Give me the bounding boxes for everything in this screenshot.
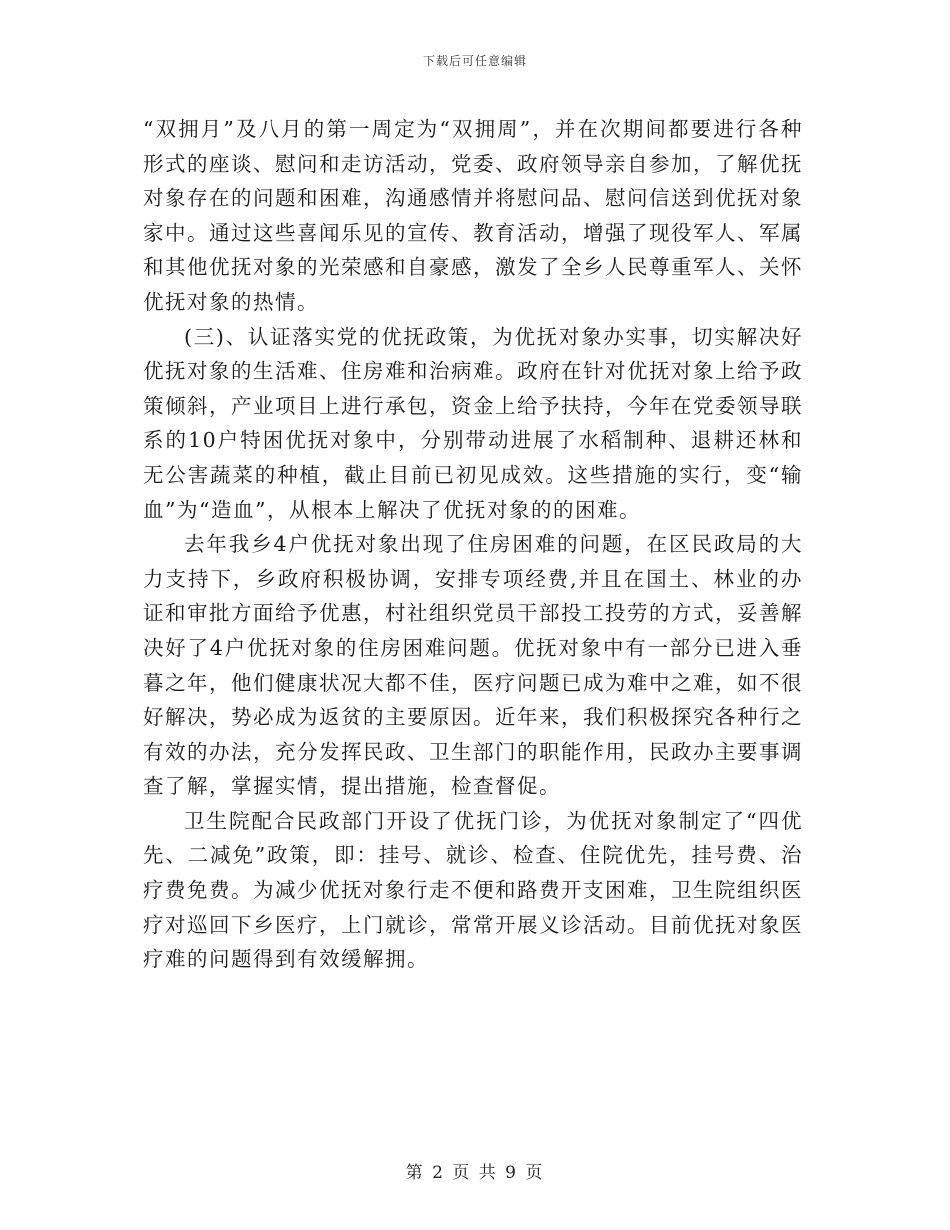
page-number-footer: 第 2 页 共 9 页 bbox=[405, 1163, 545, 1183]
document-body bbox=[143, 112, 803, 977]
page-header: 下载后可任意编辑 bbox=[422, 54, 527, 68]
paragraph-4: 卫生院配合民政部门开设了优抚门诊，为优抚对象制定了“四优先、二减免”政策，即：挂号、就诊、检查、住院优先，挂号费、治疗费免费。为减少优抚对象行走不便和路费开支困难，卫生院组织医疗对巡回下乡医疗，上门就诊，常常开展义诊活动。目前优抚对象医疗难的问题得到有效缓解拥。 bbox=[143, 808, 803, 972]
paragraph-3: 去年我乡4户优抚对象出现了住房困难的问题，在区民政局的大力支持下，乡政府积极协调，安排专项经费,并且在国土、林业的办证和审批方面给予优惠，村社组织党员干部投工投劳的方式，妥善解决好了4户优抚对象的住房困难问题。优抚对象中有一部分已进入垂暮之年，他们健康状况大都不佳，医疗问题已成为难中之难，如不很好解决，势必成为返贫的主要原因。近年来，我们积极探究各种行之有效的办法，充分发挥民政、卫生部门的职能作用，民政办主要事调查了解，掌握实情，提出措施，检查督促。 bbox=[143, 532, 803, 799]
paragraph-2: (三)、认证落实党的优抚政策，为优抚对象办实事，切实解决好优抚对象的生活难、住房难和治病难。政府在针对优抚对象上给予政策倾斜，产业项目上进行承包，资金上给予扶持，今年在党委领导联系的10户特困优抚对象中，分别带动进展了水稻制种、退耕还林和无公害蔬菜的种植，截止目前已初见成效。这些措施的实行，变“输血”为“造血”，从根本上解决了优抚对象的的困难。 bbox=[143, 324, 803, 522]
paragraph-1: “双拥月”及八月的第一周定为“双拥周”，并在次期间都要进行各种形式的座谈、慰问和走访活动，党委、政府领导亲自参加，了解优抚对象存在的问题和困难，沟通感情并将慰问品、慰问信送到优抚对象家中。通过这些喜闻乐见的宣传、教育活动，增强了现役军人、军属和其他优抚对象的光荣感和自豪感，激发了全乡人民尊重军人、关怀优抚对象的热情。 bbox=[143, 117, 803, 314]
